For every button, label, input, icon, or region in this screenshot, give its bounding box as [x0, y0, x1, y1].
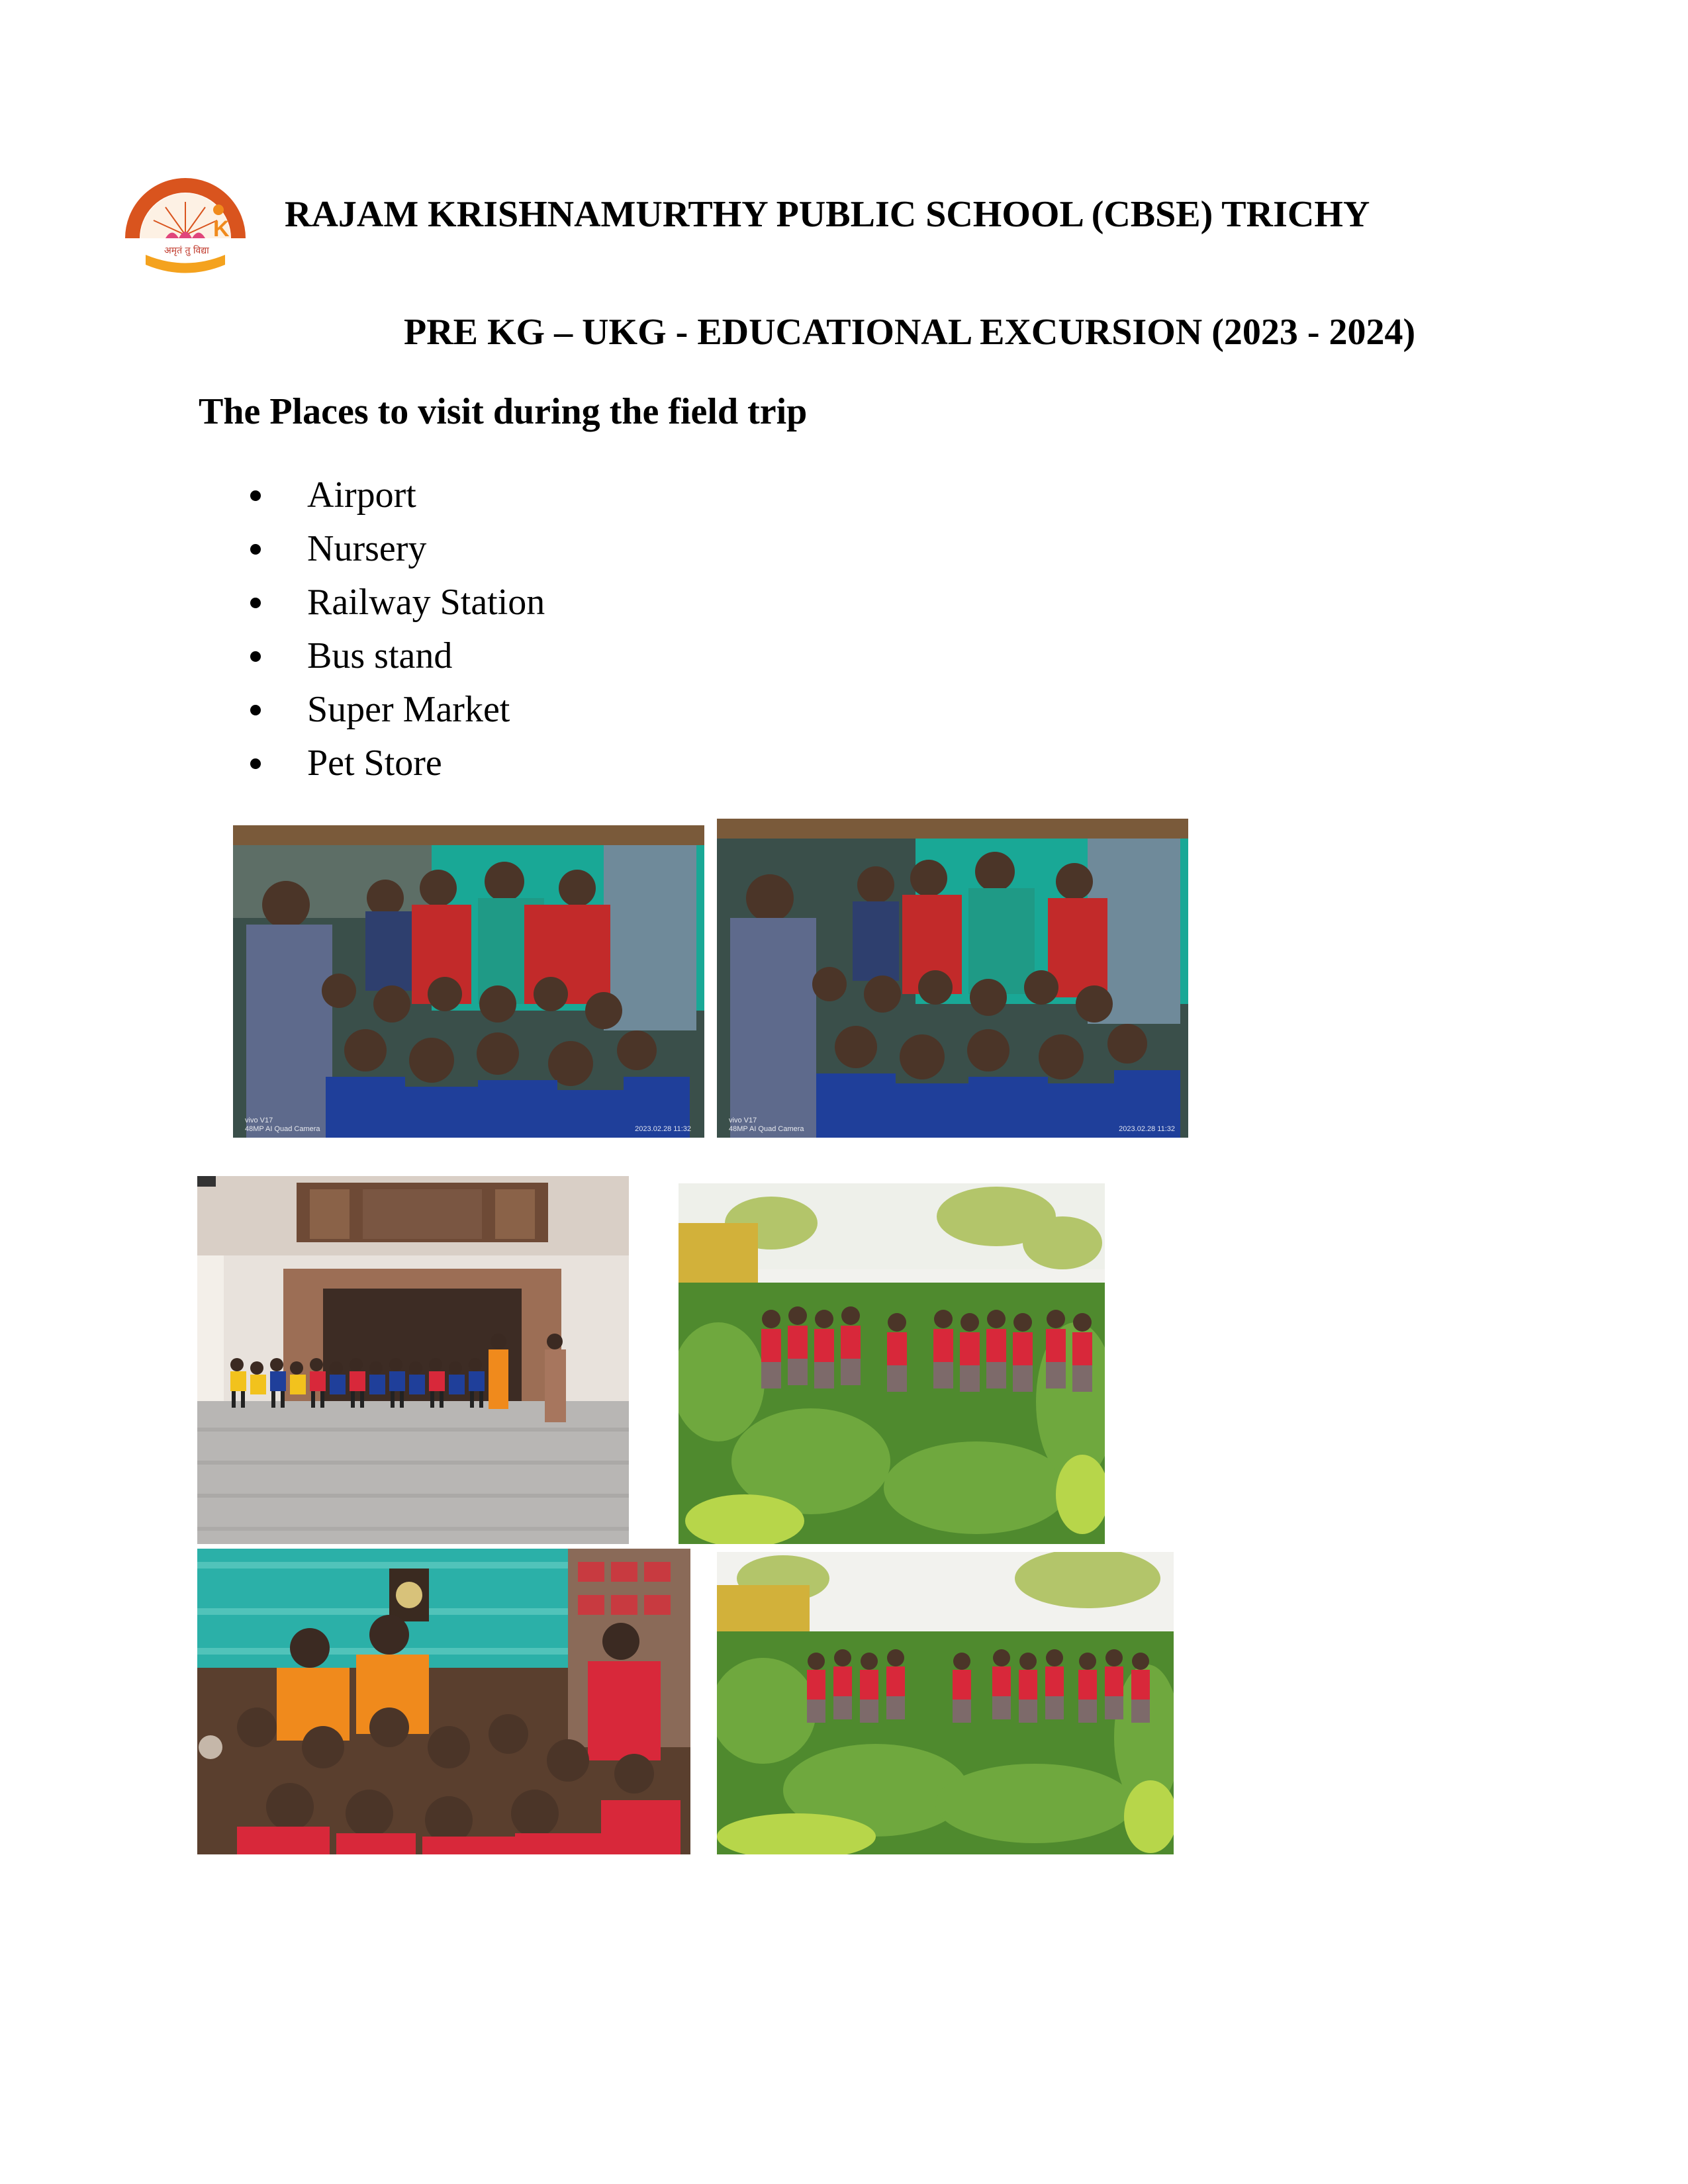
- bullet-icon: [250, 544, 261, 555]
- list-item: Railway Station: [246, 576, 545, 629]
- svg-text:K: K: [213, 216, 230, 242]
- list-item: Super Market: [246, 683, 545, 737]
- places-list: [246, 469, 545, 790]
- list-item: Airport: [246, 469, 545, 522]
- photo-pet-store-group-1: [233, 825, 704, 1138]
- photo-pet-store-group-3: [197, 1549, 690, 1854]
- photo-timestamp: 2023.02.28 11:32: [635, 1125, 691, 1133]
- list-item: Bus stand: [246, 629, 545, 683]
- bullet-icon: [250, 598, 261, 608]
- bullet-icon: [250, 651, 261, 662]
- list-item: Nursery: [246, 522, 545, 576]
- camera-watermark: vivo V17 48MP AI Quad Camera: [729, 1116, 804, 1133]
- school-title: RAJAM KRISHNAMURTHY PUBLIC SCHOOL (CBSE) TRICHY: [285, 194, 1370, 235]
- school-logo: [119, 175, 252, 288]
- svg-text:अमृतं तु विद्या: अमृतं तु विद्या: [164, 246, 209, 256]
- photo-nursery-group-1: [679, 1183, 1105, 1544]
- list-item: Pet Store: [246, 737, 545, 790]
- bullet-icon: [250, 490, 261, 501]
- places-heading: The Places to visit during the field trip: [199, 391, 808, 432]
- excursion-subtitle: PRE KG – UKG - EDUCATIONAL EXCURSION (2023 - 2024): [404, 312, 1416, 353]
- photo-timestamp: 2023.02.28 11:32: [1119, 1125, 1175, 1133]
- bullet-icon: [250, 758, 261, 769]
- photo-building-entrance-group: [197, 1176, 629, 1544]
- camera-watermark: vivo V17 48MP AI Quad Camera: [245, 1116, 320, 1133]
- photo-pet-store-group-2: [717, 819, 1188, 1138]
- photo-nursery-group-2: [717, 1552, 1174, 1854]
- bullet-icon: [250, 705, 261, 715]
